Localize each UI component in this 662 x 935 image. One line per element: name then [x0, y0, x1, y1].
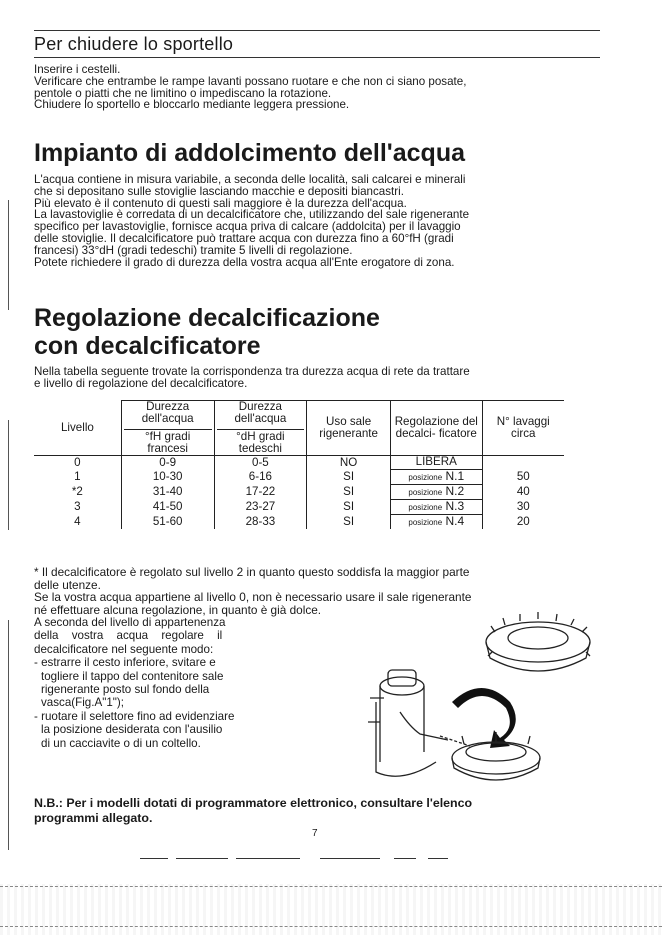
cell-reg-value: LIBERA	[415, 455, 457, 468]
scan-footer-line	[0, 886, 662, 887]
text-line: Chiudere lo sportello e bloccarlo mediante leggera pressione.	[34, 98, 350, 112]
text-line: Se la vostra acqua appartiene al livello 0, non è necessario usare il sale rigenerante	[34, 590, 472, 605]
text-line: né effettuare alcuna regolazione, in quanto è già dolce.	[34, 602, 322, 617]
cell-livello: 3	[74, 500, 81, 513]
left-margin-bar	[8, 620, 9, 850]
hardness-table	[34, 400, 564, 529]
text-line: * Il decalcificatore è regolato sul livello 2 in quanto questo soddisfa la maggior parte	[34, 565, 470, 579]
cell-uso: SI	[307, 470, 391, 485]
selector-cylinder-icon	[368, 670, 448, 776]
table-row	[34, 470, 564, 485]
heading-decalcification-line2: con decalcificatore	[34, 332, 261, 360]
heading-decalcification-line1: Regolazione decalcificazione	[34, 304, 380, 332]
header-fh	[121, 401, 214, 456]
page-number: 7	[312, 828, 318, 839]
text-line: - estrarre il cesto inferiore, svitare e	[34, 656, 216, 670]
cell-reg-value: N.1	[445, 469, 465, 483]
cell-fh: 41-50	[121, 500, 214, 515]
text-line: L'acqua contiene in misura variabile, a seconda delle località, sali calcarei e minerali	[34, 173, 466, 186]
paragraph-table-intro	[34, 366, 602, 390]
cell-uso: SI	[307, 500, 391, 515]
header-livello: Livello	[34, 401, 121, 456]
scan-footer	[0, 884, 662, 935]
text-line: Inserire i cestelli.	[34, 63, 121, 76]
nb-note	[34, 796, 604, 826]
cell-uso: SI	[307, 515, 391, 530]
cell-regolazione	[390, 470, 482, 485]
text-line: togliere il tappo del contenitore sale	[41, 669, 224, 683]
rotation-arrow-icon	[452, 688, 516, 748]
section-header-closing-door	[34, 30, 600, 58]
text-line: specifico per lavastoviglie, fornisce acqua priva di calcare (addolcita) per il lavaggio	[34, 220, 461, 234]
table-row	[34, 515, 564, 530]
header-lavaggi: N° lavaggi circa	[482, 401, 564, 456]
cell-livello: 1	[74, 470, 81, 483]
text-line: A seconda del livello di appartenenza	[34, 616, 226, 629]
header-dh	[214, 401, 307, 456]
cell-reg-prefix: posizione	[408, 518, 443, 527]
cell-fh: 31-40	[121, 485, 214, 500]
cell-fh: 0-9	[121, 456, 214, 470]
cell-reg-value: N.3	[445, 499, 465, 513]
cell-reg-prefix: posizione	[408, 488, 443, 497]
text-line: - ruotare il selettore fino ad evidenziare	[34, 709, 235, 723]
decorative-dash	[236, 858, 300, 859]
cell-dh: 0-5	[214, 456, 307, 470]
cell-dh: 23-27	[214, 500, 307, 515]
cell-reg-prefix: posizione	[408, 473, 443, 482]
header-dh-sub: °dH gradi tedeschi	[217, 429, 305, 455]
decorative-dash	[140, 858, 168, 859]
cell-uso: SI	[307, 485, 391, 500]
cell-lavaggi: 50	[516, 470, 530, 483]
cell-dh: 28-33	[214, 515, 307, 530]
cell-lavaggi	[482, 456, 564, 470]
cell-lavaggi: 30	[516, 500, 530, 513]
header-fh-top: Durezza dell'acqua	[141, 400, 194, 425]
cell-reg-prefix: posizione	[408, 503, 443, 512]
decorative-dash	[320, 858, 380, 859]
decorative-dash	[176, 858, 228, 859]
salt-cap-icon	[486, 612, 590, 671]
text-line: delle stoviglie. Il decalcificatore può trattare acqua con durezza fino a 60°fH (gradi	[34, 231, 454, 245]
cell-lavaggi: 40	[516, 485, 530, 498]
text-line: decalcificatore nel seguente modo:	[34, 642, 214, 656]
cell-regolazione	[390, 485, 482, 500]
text-line: delle utenze.	[34, 577, 101, 592]
nb-line: N.B.: Per i modelli dotati di programmatore elettronico, consultare l'elenco	[34, 796, 473, 810]
text-line: Verificare che entrambe le rampe lavanti possano ruotare e che non ci siano posate,	[34, 74, 467, 88]
cell-uso: NO	[307, 456, 391, 470]
heading-water-softener: Impianto di addolcimento dell'acqua	[34, 139, 465, 167]
cell-livello: *2	[71, 485, 83, 498]
cell-regolazione	[390, 500, 482, 515]
text-line: che si depositano sulle stoviglie lasciando macchie e depositi biancastri.	[34, 184, 404, 198]
text-line: della vostra acqua regolare il	[34, 629, 223, 643]
text-line: e livello di regolazione del decalcificatore.	[34, 376, 248, 390]
cell-regolazione	[390, 456, 482, 470]
header-fh-sub: °fH gradi francesi	[124, 429, 212, 455]
header-dh-top: Durezza dell'acqua	[234, 400, 287, 425]
selector-ring-icon	[440, 732, 540, 780]
decorative-dash	[394, 858, 416, 859]
decorative-dash	[428, 858, 448, 859]
header-regolazione: Regolazione del decalci- ficatore	[390, 401, 482, 456]
text-line: di un cacciavite o di un coltello.	[41, 736, 201, 750]
text-line: francesi) 33°dH (gradi tedeschi) tramite 5 livelli di regolazione.	[34, 243, 353, 257]
paragraph-instructions	[34, 616, 294, 750]
cell-regolazione	[390, 515, 482, 530]
cell-livello: 4	[74, 514, 81, 528]
cell-fh: 10-30	[121, 470, 214, 485]
text-line: Potete richiedere il grado di durezza della vostra acqua all'Ente erogatore di zona.	[34, 255, 455, 269]
text-line: rigenerante posto sul fondo della	[41, 683, 210, 697]
left-margin-bar	[8, 200, 9, 310]
paragraph-water-softener	[34, 174, 602, 268]
paragraph-notes	[34, 566, 602, 616]
scan-footer-line	[0, 926, 662, 927]
cell-fh: 51-60	[121, 515, 214, 530]
left-margin-bar	[8, 420, 9, 530]
section-title: Per chiudere lo sportello	[34, 34, 234, 54]
table-row	[34, 500, 564, 515]
cell-dh: 6-16	[214, 470, 307, 485]
table-row	[34, 485, 564, 500]
softener-selector-illustration	[340, 612, 602, 788]
text-line: Più elevato è il contenuto di questi sali maggiore è la durezza dell'acqua.	[34, 196, 407, 210]
text-line: la posizione desiderata con l'ausilio	[41, 723, 223, 737]
cell-lavaggi: 20	[516, 514, 530, 528]
text-line: Nella tabella seguente trovate la corrispondenza tra durezza acqua di rete da trattare	[34, 365, 470, 378]
header-uso: Uso sale rigenerante	[307, 401, 391, 456]
text-line: pentole o piatti che ne limitino o impediscano la rotazione.	[34, 86, 332, 100]
table-row	[34, 456, 564, 470]
cell-dh: 17-22	[214, 485, 307, 500]
cell-livello: 0	[74, 455, 81, 469]
paragraph-closing-door	[34, 64, 602, 111]
text-line: La lavastoviglie è corredata di un decalcificatore che, utilizzando del sale rigenerante	[34, 208, 470, 222]
cell-reg-value: N.4	[445, 514, 465, 528]
text-line: vasca(Fig.A"1");	[41, 696, 124, 710]
cell-reg-value: N.2	[445, 484, 465, 498]
nb-line: programmi allegato.	[34, 811, 153, 825]
